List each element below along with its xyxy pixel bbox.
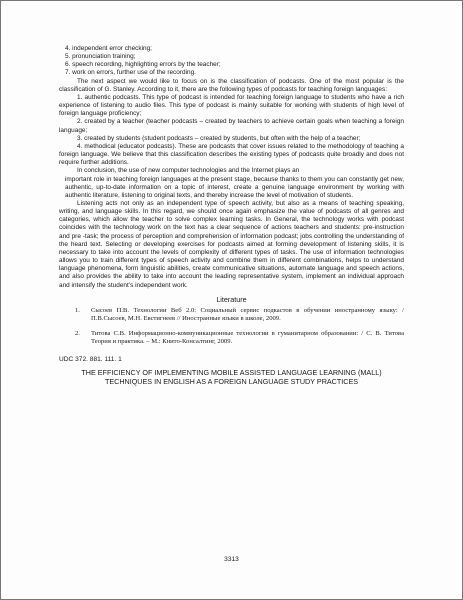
- reference-item: [59, 330, 404, 347]
- paragraph-type-methodical: 4. methodical (educator podcasts). These are podcasts that cover issues related to the methodology of teaching a foreign language. We believe that this classification describes the existing types of podcasts quite broadly and does not require further additions.: [59, 142, 404, 167]
- reference-item: [59, 307, 404, 324]
- paragraph-type-teacher: 2. created by a teacher (teacher podcasts – created by teachers to achieve certain goals when teaching a foreign language;: [59, 118, 404, 134]
- next-article-title: THE EFFICIENCY OF IMPLEMENTING MOBILE ASSISTED LANGUAGE LEARNING (MALL) TECHNIQUES IN ENGLISH AS A FOREIGN LANGUAGE STUDY PRACTICES: [81, 367, 382, 386]
- literature-heading: Literature: [216, 294, 247, 304]
- reference-list: [59, 307, 404, 347]
- paragraph-conclusion: important role in teaching foreign languages at the present stage, because thanks to them you can constantly get new, authentic, up-to-date information on a topic of interest, create a genuine language environment by working with authentic literature, listening to original texts, and thereby increase the level of motivation of students.: [65, 175, 404, 199]
- paragraph-listening: Listening acts not only as an independent type of speech activity, but also as a means of teaching speaking, writing, and language skills. In this regard, we should once again emphasize the value of podcasts of all genres and categories, which allow the teacher to solve complex learning tasks. In General, the technology works with podcast coincides with the technology work on the text has a clear sequence of actions teachers and students: pre-instruction and pre -task; the process of perception and comprehension of information podcast; jobs controlling the understanding of the heard text. Selecting or developing exercises for podcasts aimed at forming development of listening skills, it is necessary to take into account the levels of complexity of different types of tasks. The use of information technologies allows you to train different types of speech activity and combine them in different combinations, helps to understand language phenomena, form linguistic abilities, create communicative situations, automate language and speech actions, and also provides the ability to take into account the leading representative system, implement an individual approach and intensify the student’s independent work.: [59, 199, 404, 289]
- list-item: 5. pronunciation training;: [65, 53, 136, 61]
- reference-text: Сысоев П.В. Технологии Веб 2.0: Социальный сервис подкастов в обучении иностранному языку: /П.В.Сысоев, М.Н. Евстигнеев // Иностранные языки в школе, 2009.: [91, 306, 404, 323]
- method-steps-list: [59, 45, 404, 78]
- reference-text: Титова С.В. Информационно-коммуникационные технологии в гуманитарном образовании: / С. В. Титова Теория и практика. – М.: Книто-Консалтинг, 2009.: [91, 329, 404, 346]
- paragraph-type-student: 3. created by students (student podcasts – created by students, but often with the help of a teacher;: [77, 134, 361, 142]
- list-item: 6. speech recording, highlighting errors by the teacher;: [65, 61, 221, 69]
- page-number: 3313: [224, 556, 239, 563]
- reference-number: 2.: [75, 329, 80, 337]
- paragraph-conclusion-first-line: In conclusion, the use of new computer technologies and the Internet plays an: [77, 167, 300, 175]
- reference-number: 1.: [75, 306, 80, 314]
- list-item: 4. independent error checking;: [65, 45, 152, 52]
- paragraph-classification: The next aspect we would like to focus on is the classification of podcasts. One of the most popular is the classification of G. Stanley. According to it, there are the following types of podcasts for teaching foreign languages:: [59, 77, 404, 93]
- paragraph-type-authentic: 1. authentic podcasts. This type of podcast is intended for teaching foreign language to students who have a rich experience of listening to audio files. This type of podcast is mainly suitable for working with students of high level of foreign language proficiency;: [59, 93, 404, 118]
- udc-code: UDC 372. 881. 111. 1: [59, 356, 122, 364]
- list-item: 7. work on errors, further use of the recording.: [65, 69, 196, 77]
